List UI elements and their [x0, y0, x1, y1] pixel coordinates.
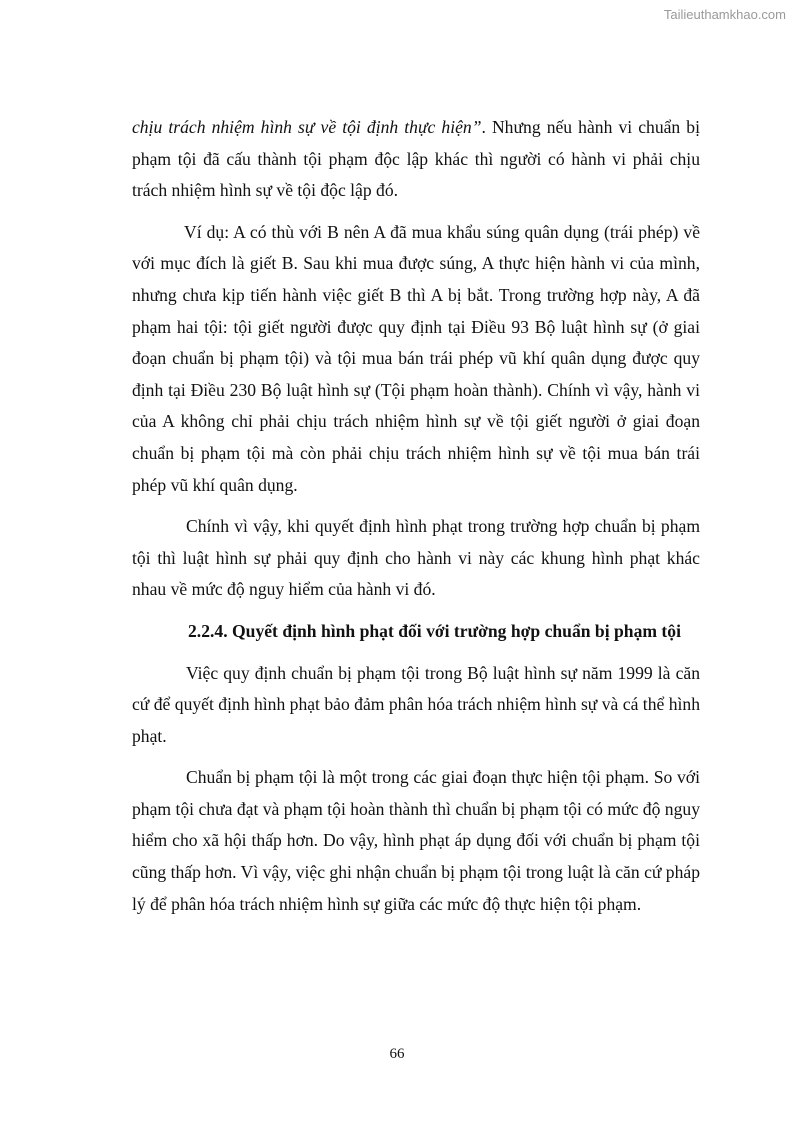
watermark: Tailieuthamkhao.com [663, 7, 786, 22]
paragraph-4: Việc quy định chuẩn bị phạm tội trong Bộ luật hình sự năm 1999 là căn cứ để quyết định hình phạt bảo đảm phân hóa trách nhiệm hình sự và cá thể hình phạt. [132, 662, 700, 746]
paragraph-1 [132, 112, 700, 207]
section-heading: 2.2.4. Quyết định hình phạt đối với trường hợp chuẩn bị phạm tội [188, 620, 681, 641]
paragraph-1-text: . Nhưng nếu hành vi chuẩn bị phạm tội đã cấu thành tội phạm độc lập khác thì người có hành vi phải chịu trách nhiệm hình sự về tội độc lập đó. [132, 117, 700, 201]
page-number: 66 [389, 1046, 405, 1062]
paragraph-3: Chính vì vậy, khi quyết định hình phạt trong trường hợp chuẩn bị phạm tội thì luật hình sự phải quy định cho hành vi này các khung hình phạt khác nhau về mức độ nguy hiểm của hành vi đó. [132, 516, 700, 600]
paragraph-5: Chuẩn bị phạm tội là một trong các giai đoạn thực hiện tội phạm. So với phạm tội chưa đạt và phạm tội hoàn thành thì chuẩn bị phạm tội có mức độ nguy hiểm cho xã hội thấp hơn. Do vậy, hình phạt áp dụng đối với chuẩn bị phạm tội cũng thấp hơn. Vì vậy, việc ghi nhận chuẩn bị phạm tội trong luật là căn cứ pháp lý để phân hóa trách nhiệm hình sự giữa các mức độ thực hiện tội phạm. [132, 767, 701, 914]
paragraph-example: Ví dụ: A có thù với B nên A đã mua khẩu súng quân dụng (trái phép) về với mục đích là giết B. Sau khi mua được súng, A thực hiện hành vi của mình, nhưng chưa kịp tiến hành việc giết B thì A bị bắt. Trong trường hợp này, A đã phạm hai tội: tội giết người được quy định tại Điều 93 Bộ luật hình sự (ở giai đoạn chuẩn bị phạm tội) và tội mua bán trái phép vũ khí quân dụng được quy định tại Điều 230 Bộ luật hình sự (Tội phạm hoàn thành). Chính vì vậy, hành vi của A không chỉ phải chịu trách nhiệm hình sự về tội giết người ở giai đoạn chuẩn bị phạm tội mà còn phải chịu trách nhiệm hình sự về tội mua bán trái phép vũ khí quân dụng. [132, 221, 700, 495]
page-body [132, 112, 700, 930]
italic-quote: chịu trách nhiệm hình sự về tội định thực hiện” [132, 117, 482, 137]
